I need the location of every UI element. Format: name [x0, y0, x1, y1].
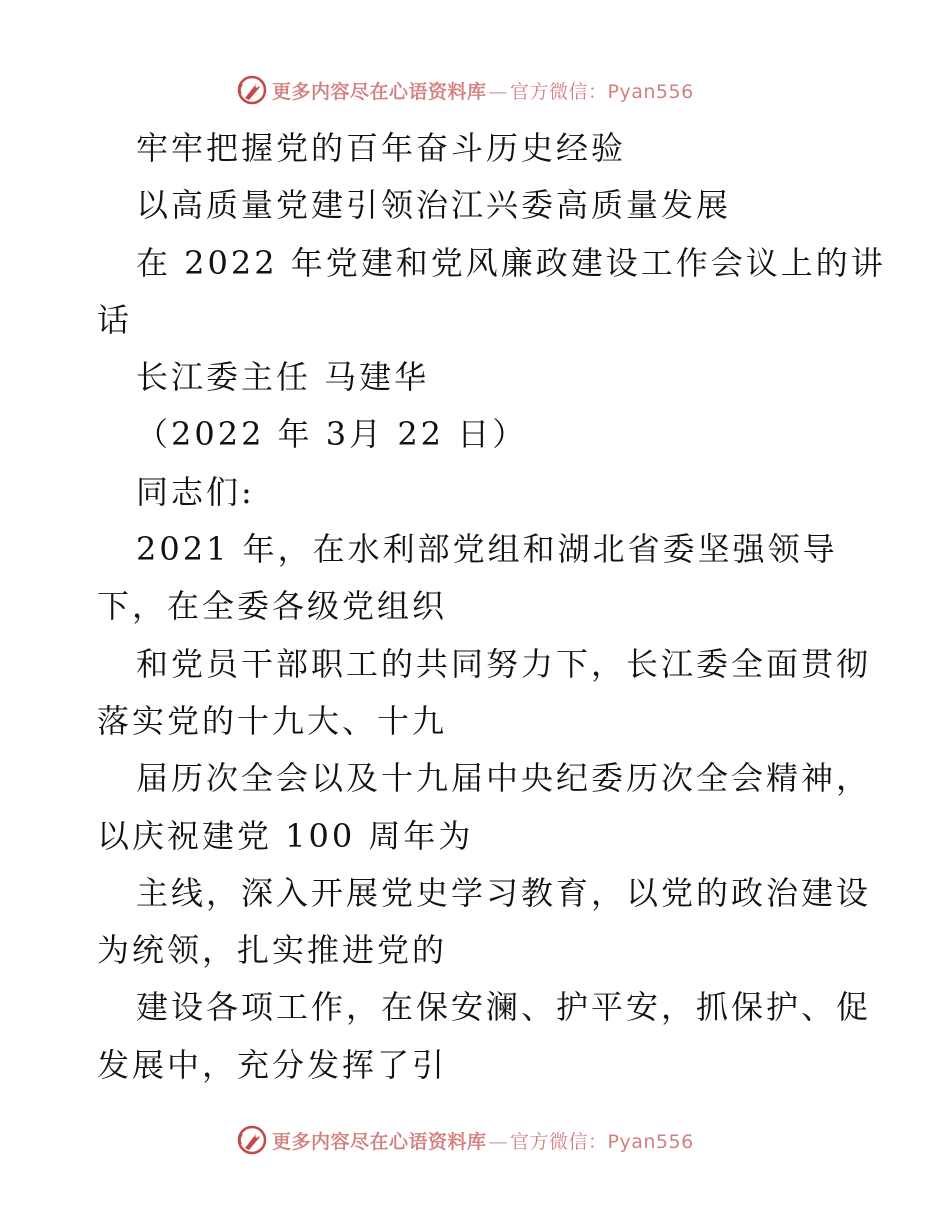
paragraph-line: 和党员干部职工的共同努力下，长江委全面贯彻	[136, 644, 872, 683]
paragraph-line: 建设各项工作，在保安澜、护平安，抓保护、促	[136, 988, 872, 1027]
paragraph-line: 主线，深入开展党史学习教育，以党的政治建设	[136, 873, 872, 912]
title-line-1: 牢牢把握党的百年奋斗历史经验	[136, 129, 627, 167]
speaker-line: 长江委主任 马建华	[136, 358, 430, 397]
salutation-line: 同志们:	[136, 472, 255, 511]
pen-nib-logo-icon	[236, 1124, 268, 1156]
subtitle-line: 在 2022 年党建和党风廉政建设工作会议上的讲	[136, 243, 886, 282]
subtitle-line-wrap: 话	[97, 300, 133, 339]
paragraph-line: 2021 年，在水利部党组和湖北省委坚强领导	[136, 530, 838, 569]
pen-nib-logo-icon	[236, 74, 268, 106]
watermark-main: 更多内容尽在心语资料库	[272, 1130, 487, 1153]
paragraph-line: 下，在全委各级党组织	[97, 587, 448, 626]
paragraph-line: 届历次全会以及十九届中央纪委历次全会精神，	[136, 759, 872, 798]
header-watermark	[236, 72, 694, 108]
paragraph-line: 发展中，充分发挥了引	[97, 1045, 448, 1084]
watermark-separator: —	[488, 1130, 509, 1153]
date-line: （2022 年 3月 22 日）	[136, 415, 528, 454]
watermark-main: 更多内容尽在心语资料库	[272, 80, 487, 103]
title-line-2: 以高质量党建引领治江兴委高质量发展	[136, 186, 732, 225]
paragraph-line: 落实党的十九大、十九	[97, 701, 448, 740]
document-body	[97, 120, 886, 1094]
watermark-separator: —	[488, 80, 509, 103]
footer-watermark	[236, 1122, 694, 1158]
watermark-wechat: 官方微信：Pyan556	[510, 80, 694, 103]
watermark-wechat: 官方微信：Pyan556	[510, 1130, 694, 1153]
paragraph-line: 为统领，扎实推进党的	[97, 931, 448, 970]
paragraph-line: 以庆祝建党 100 周年为	[97, 816, 474, 855]
watermark-text	[272, 1127, 694, 1154]
watermark-text	[272, 77, 694, 104]
